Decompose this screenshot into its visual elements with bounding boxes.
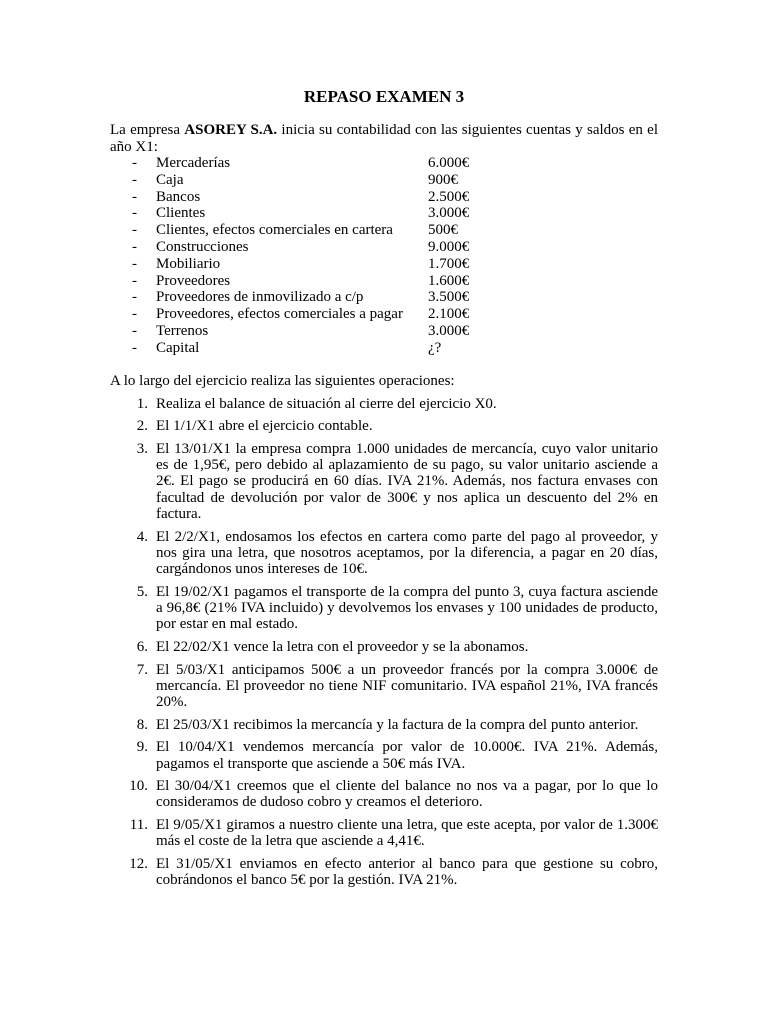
- account-amount: 500€: [428, 222, 458, 239]
- operation-text: El 22/02/X1 vence la letra con el proveedor y se la abonamos.: [156, 638, 529, 655]
- operation-text: El 10/04/X1 vendemos mercancía por valor de 10.000€. IVA 21%. Además, pagamos el transporte que asciende a 50€ más IVA.: [156, 739, 658, 772]
- operation-number: 12.: [129, 855, 148, 872]
- operation-item: [110, 418, 658, 434]
- operation-text: El 25/03/X1 recibimos la mercancía y la factura de la compra del punto anterior.: [156, 716, 639, 733]
- operation-text: El 19/02/X1 pagamos el transporte de la compra del punto 3, cuya factura asciende a 96,8€ (21% IVA incluido) y devolvemos los envases y 100 unidades de producto, por estar en mal estado.: [156, 583, 658, 633]
- account-amount: 2.100€: [428, 306, 470, 323]
- account-amount: 2.500€: [428, 188, 470, 205]
- list-dash: -: [132, 238, 137, 255]
- account-item: [110, 172, 658, 189]
- intro-paragraph: [110, 122, 658, 155]
- account-item: [110, 306, 658, 323]
- account-name: Terrenos: [156, 322, 209, 339]
- operation-item: [110, 817, 658, 850]
- list-dash: -: [132, 255, 137, 272]
- document-page: [110, 84, 658, 895]
- operation-number: 8.: [136, 716, 148, 733]
- list-dash: -: [132, 272, 137, 289]
- account-name: Proveedores: [156, 272, 231, 289]
- operation-item: [110, 639, 658, 655]
- operation-item: [110, 584, 658, 633]
- list-dash: -: [132, 205, 137, 222]
- operation-number: 1.: [136, 395, 148, 412]
- account-item: [110, 273, 658, 290]
- operation-text: El 13/01/X1 la empresa compra 1.000 unidades de mercancía, cuyo valor unitario es de 1,95€, pero debido al aplazamiento de su pago, su valor unitario asciende a 2€. El pago se producirá en 60 días. IVA 21%. Además, nos factura envases con facultad de devolución por valor de 300€ y nos aplica un descuento del 2% en factura.: [156, 440, 658, 522]
- account-amount: ¿?: [428, 339, 442, 356]
- list-dash: -: [132, 188, 137, 205]
- account-amount: 3.500€: [428, 289, 470, 306]
- account-name: Clientes, efectos comerciales en cartera: [156, 222, 393, 239]
- operation-number: 2.: [136, 418, 148, 435]
- operation-number: 7.: [136, 661, 148, 678]
- account-name: Proveedores, efectos comerciales a pagar: [156, 306, 403, 323]
- operation-text: El 2/2/X1, endosamos los efectos en cartera como parte del pago al proveedor, y nos gira una letra, que nosotros aceptamos, por la diferencia, a pagar en 20 días, cargándonos unos intereses de 10€.: [156, 528, 658, 578]
- operations-list: [110, 396, 658, 889]
- account-name: Proveedores de inmovilizado a c/p: [156, 289, 364, 306]
- operation-text: El 1/1/X1 abre el ejercicio contable.: [156, 418, 373, 435]
- operation-item: [110, 529, 658, 578]
- operation-text: Realiza el balance de situación al cierre del ejercicio X0.: [156, 395, 497, 412]
- operation-number: 5.: [136, 583, 148, 600]
- operation-item: [110, 396, 658, 412]
- accounts-list: [110, 155, 658, 357]
- operation-number: 4.: [136, 528, 148, 545]
- account-item: [110, 155, 658, 172]
- account-name: Bancos: [156, 188, 201, 205]
- intro-text-after: inicia su contabilidad con las siguientes cuentas y saldos en el año X1:: [110, 122, 658, 155]
- list-dash: -: [132, 289, 137, 306]
- account-item: [110, 189, 658, 206]
- list-dash: -: [132, 322, 137, 339]
- page-title: REPASO EXAMEN 3: [303, 87, 465, 106]
- account-name: Capital: [156, 339, 200, 356]
- account-amount: 3.000€: [428, 205, 470, 222]
- account-name: Construcciones: [156, 238, 249, 255]
- operation-item: [110, 739, 658, 772]
- account-amount: 1.700€: [428, 255, 470, 272]
- operation-number: 11.: [129, 817, 148, 834]
- account-item: [110, 222, 658, 239]
- account-amount: 3.000€: [428, 322, 470, 339]
- account-amount: 900€: [428, 171, 458, 188]
- operation-number: 9.: [136, 739, 148, 756]
- list-dash: -: [132, 155, 137, 171]
- operation-text: El 5/03/X1 anticipamos 500€ a un proveedor francés por la compra 3.000€ de mercancía. El proveedor no tiene NIF comunitario. IVA español 21%, IVA francés 20%.: [156, 661, 658, 711]
- account-name: Mercaderías: [156, 155, 231, 171]
- account-name: Clientes: [156, 205, 206, 222]
- list-dash: -: [132, 339, 137, 356]
- intro-text-before: La empresa: [110, 122, 185, 138]
- operation-item: [110, 778, 658, 811]
- operation-item: [110, 717, 658, 733]
- account-name: Caja: [156, 171, 184, 188]
- account-item: [110, 289, 658, 306]
- operation-number: 3.: [136, 440, 148, 457]
- operation-text: El 9/05/X1 giramos a nuestro cliente una letra, que este acepta, por valor de 1.300€ más el coste de la letra que asciende a 4,41€.: [156, 817, 658, 850]
- operation-item: [110, 662, 658, 711]
- list-dash: -: [132, 306, 137, 323]
- operation-number: 6.: [136, 638, 148, 655]
- list-dash: -: [132, 222, 137, 239]
- list-dash: -: [132, 171, 137, 188]
- operation-text: El 30/04/X1 creemos que el cliente del balance no nos va a pagar, por lo que lo consideramos de dudoso cobro y creamos el deterioro.: [156, 778, 658, 811]
- account-amount: 1.600€: [428, 272, 470, 289]
- operation-item: [110, 441, 658, 522]
- account-item: [110, 256, 658, 273]
- operation-text: El 31/05/X1 enviamos en efecto anterior al banco para que gestione su cobro, cobrándonos el banco 5€ por la gestión. IVA 21%.: [156, 855, 658, 889]
- account-name: Mobiliario: [156, 255, 221, 272]
- account-amount: 9.000€: [428, 238, 470, 255]
- operation-number: 10.: [129, 778, 148, 795]
- account-item: [110, 340, 658, 357]
- account-item: [110, 239, 658, 256]
- account-item: [110, 323, 658, 340]
- account-amount: 6.000€: [428, 155, 470, 171]
- operations-intro: A lo largo del ejercicio realiza las siguientes operaciones:: [110, 372, 455, 389]
- company-name: ASOREY S.A.: [184, 122, 278, 138]
- account-item: [110, 205, 658, 222]
- operation-item: [110, 856, 658, 889]
